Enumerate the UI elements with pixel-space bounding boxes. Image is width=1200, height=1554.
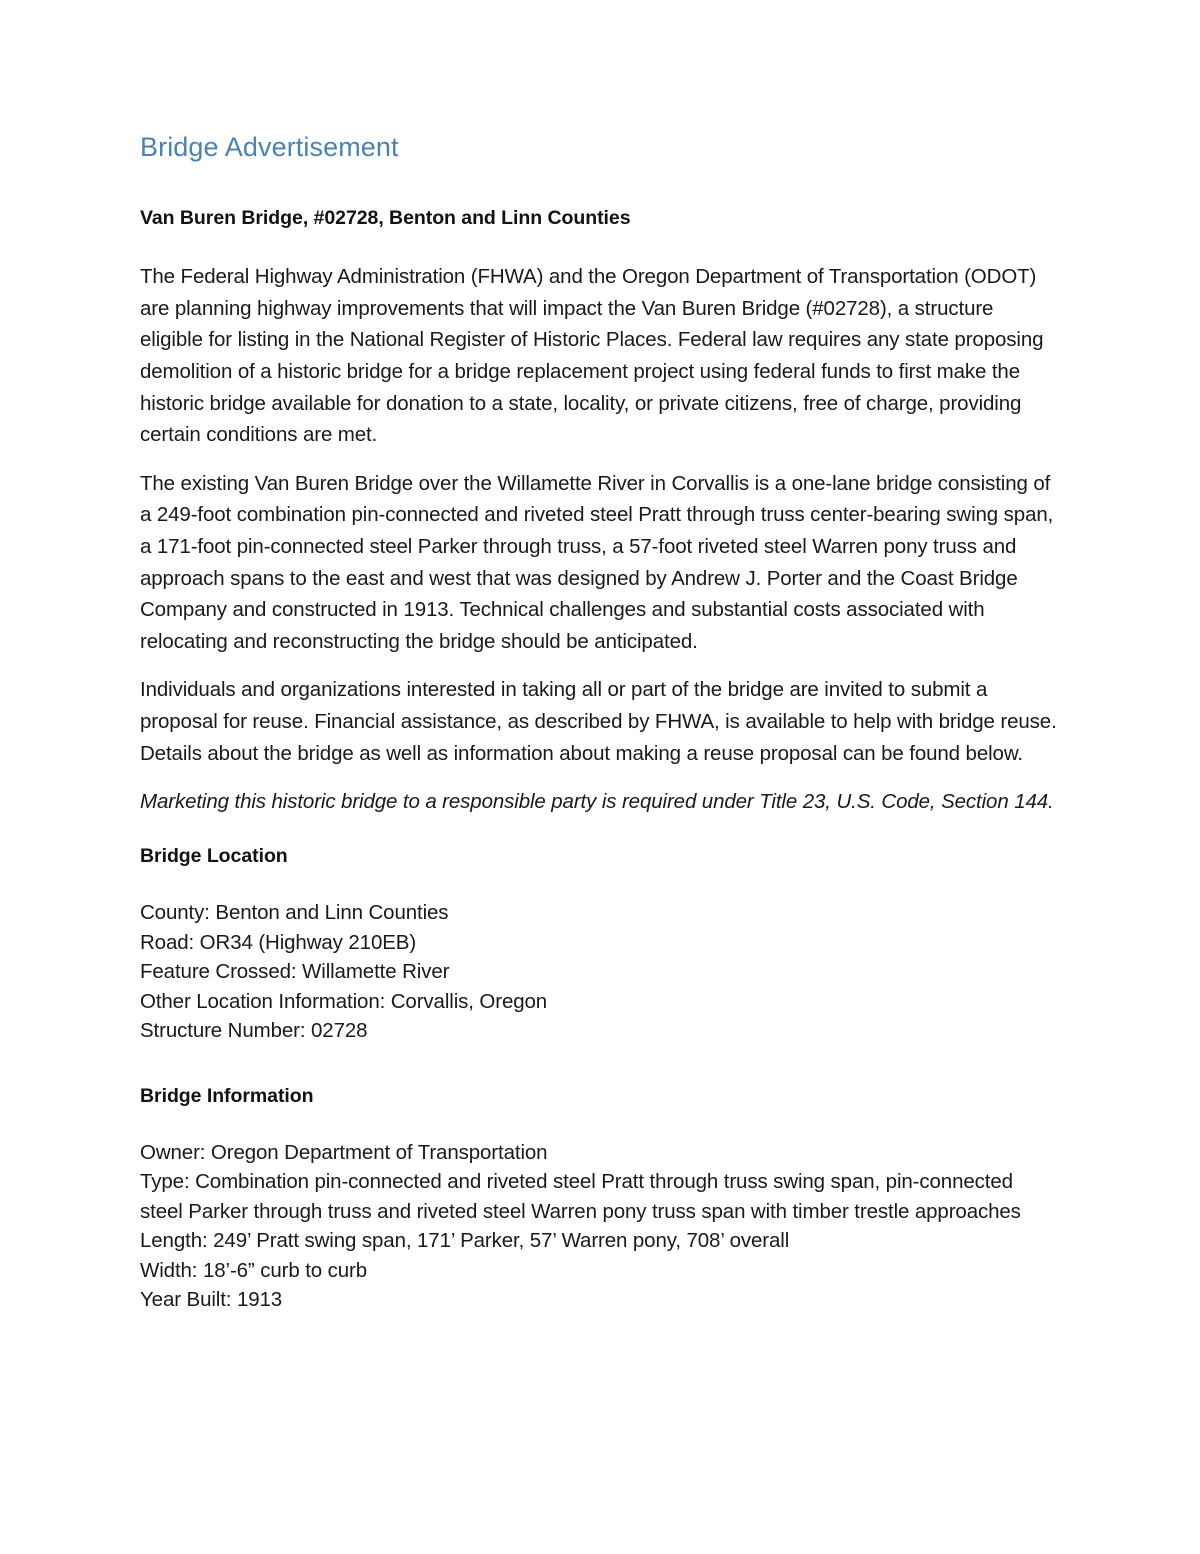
intro-paragraph-2: The existing Van Buren Bridge over the Willamette River in Corvallis is a one-lane bridge consisting of a 249-foot combination pin-connected and riveted steel Pratt through truss center-bearing swing span, a 171-foot pin-connected steel Parker through truss, a 57-foot riveted steel Warren pony truss and approach spans to the east and west that was designed by Andrew J. Porter and the Coast Bridge Company and constructed in 1913. Technical challenges and substantial costs associated with relocating and reconstructing the bridge should be anticipated. (140, 471, 1054, 653)
bridge-information-heading: Bridge Information (140, 1084, 314, 1107)
detail-length: Length: 249’ Pratt swing span, 171’ Parker, 57’ Warren pony, 708’ overall (140, 1229, 790, 1253)
bridge-location-heading: Bridge Location (140, 844, 288, 867)
spacer (140, 1109, 1060, 1138)
detail-county: County: Benton and Linn Counties (140, 901, 449, 925)
bridge-location-details (140, 898, 1060, 1046)
detail-other-location-information: Other Location Information: Corvallis, Oregon (140, 989, 548, 1013)
intro-paragraph-1: The Federal Highway Administration (FHWA) and the Oregon Department of Transportation (ODOT) are planning highway improvements that will impact the Van Buren Bridge (#02728), a structure eligible for listing in the National Register of Historic Places. Federal law requires any state proposing demolition of a historic bridge for a bridge replacement project using federal funds to first make the historic bridge available for donation to a state, locality, or private citizens, free of charge, providing certain conditions are met. (140, 265, 1044, 447)
detail-type: Type: Combination pin-connected and riveted steel Pratt through truss swing span, pin-connected steel Parker through truss and riveted steel Warren pony truss span with timber trestle approaches (140, 1170, 1021, 1223)
detail-feature-crossed: Feature Crossed: Willamette River (140, 960, 450, 984)
document-content (140, 132, 1060, 1315)
document-subtitle: Van Buren Bridge, #02728, Benton and Linn Counties (140, 206, 631, 229)
bridge-information-details (140, 1138, 1060, 1315)
detail-structure-number: Structure Number: 02728 (140, 1019, 368, 1043)
detail-owner: Owner: Oregon Department of Transportation (140, 1140, 548, 1164)
detail-year-built: Year Built: 1913 (140, 1288, 283, 1312)
spacer (140, 1046, 1060, 1084)
detail-road: Road: OR34 (Highway 210EB) (140, 930, 417, 954)
detail-width: Width: 18’-6” curb to curb (140, 1258, 368, 1282)
marketing-notice-paragraph: Marketing this historic bridge to a responsible party is required under Title 23, U.S. Code, Section 144. (140, 790, 1054, 814)
page-title: Bridge Advertisement (140, 132, 399, 162)
intro-paragraph-3: Individuals and organizations interested in taking all or part of the bridge are invited to submit a proposal for reuse. Financial assistance, as described by FHWA, is available to help with bridge reuse. Details about the bridge as well as information about making a reuse proposal can be found below. (140, 678, 1057, 765)
spacer (140, 869, 1060, 898)
